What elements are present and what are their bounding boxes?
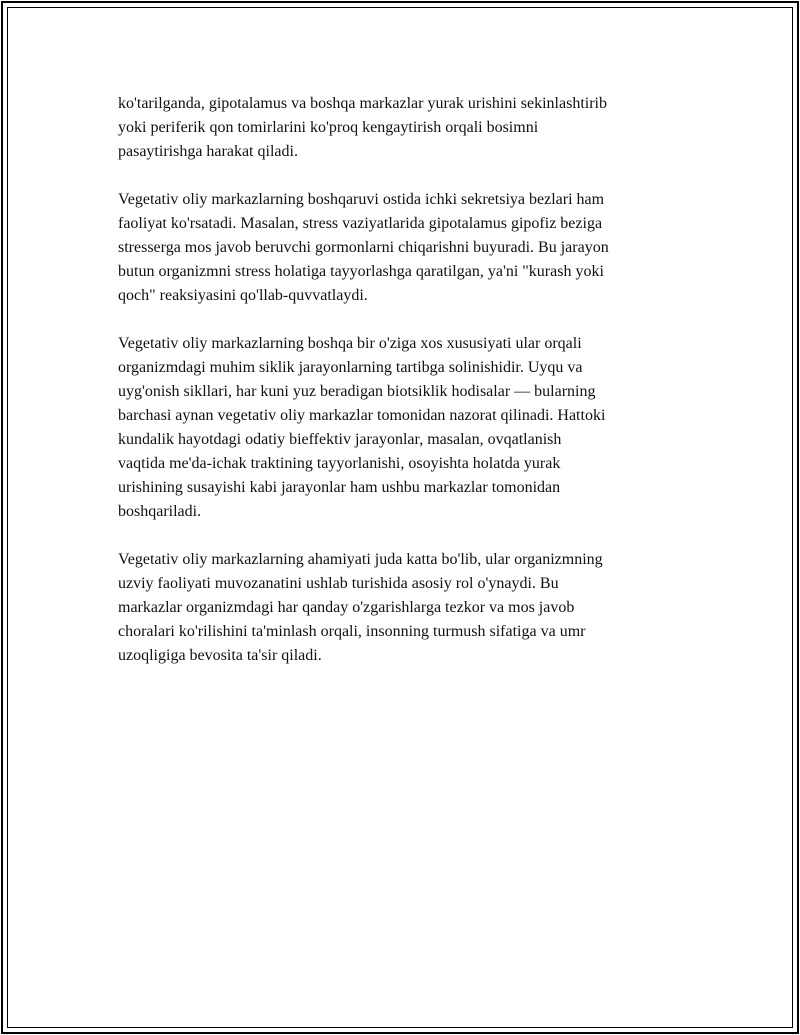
paragraph-line: kundalik hayotdagi odatiy bieffektiv jarayonlar, masalan, ovqatlanish: [118, 431, 562, 448]
paragraph-line: uyg'onish sikllari, har kuni yuz beradigan biotsiklik hodisalar — bularning: [118, 383, 596, 400]
paragraph-line: vaqtida me'da-ichak traktining tayyorlanishi, osoyishta holatda yurak: [118, 455, 561, 472]
paragraph-line: boshqariladi.: [118, 503, 202, 520]
paragraph-2: [118, 188, 688, 308]
paragraph-line: faoliyat ko'rsatadi. Masalan, stress vaziyatlarida gipotalamus gipofiz beziga: [118, 215, 603, 232]
paragraph-line: butun organizmni stress holatiga tayyorlashga qaratilgan, ya'ni "kurash yoki: [118, 263, 604, 280]
paragraph-1: [118, 92, 688, 164]
paragraph-line: stresserga mos javob beruvchi gormonlarni chiqarishni buyuradi. Bu jarayon: [118, 239, 609, 256]
paragraph-3: [118, 332, 688, 524]
paragraph-line: urishining susayishi kabi jarayonlar ham ushbu markazlar tomonidan: [118, 479, 561, 496]
paragraph-line: Vegetativ oliy markazlarning boshqaruvi ostida ichki sekretsiya bezlari ham: [118, 191, 605, 208]
paragraph-line: organizmdagi muhim siklik jarayonlarning tartibga solinishidir. Uyqu va: [118, 359, 583, 376]
paragraph-line: choralari ko'rilishini ta'minlash orqali, insonning turmush sifatiga va umr: [118, 623, 586, 640]
paragraph-line: uzoqligiga bevosita ta'sir qiladi.: [118, 647, 322, 664]
paragraph-line: barchasi aynan vegetativ oliy markazlar tomonidan nazorat qilinadi. Hattoki: [118, 407, 606, 424]
paragraph-line: uzviy faoliyati muvozanatini ushlab turishida asosiy rol o'ynaydi. Bu: [118, 575, 559, 592]
paragraph-line: ko'tarilganda, gipotalamus va boshqa markazlar yurak urishini sekinlashtirib: [118, 95, 607, 112]
paragraph-line: markazlar organizmdagi har qanday o'zgarishlarga tezkor va mos javob: [118, 599, 575, 616]
paragraph-line: Vegetativ oliy markazlarning boshqa bir o'ziga xos xususiyati ular orqali: [118, 335, 582, 352]
paragraph-line: yoki periferik qon tomirlarini ko'proq kengaytirish orqali bosimni: [118, 119, 539, 136]
document-body: [118, 92, 688, 692]
paragraph-4: [118, 548, 688, 668]
paragraph-line: Vegetativ oliy markazlarning ahamiyati juda katta bo'lib, ular organizmning: [118, 551, 603, 568]
paragraph-line: pasaytirishga harakat qiladi.: [118, 143, 298, 160]
paragraph-line: qoch" reaksiyasini qo'llab-quvvatlaydi.: [118, 287, 368, 304]
